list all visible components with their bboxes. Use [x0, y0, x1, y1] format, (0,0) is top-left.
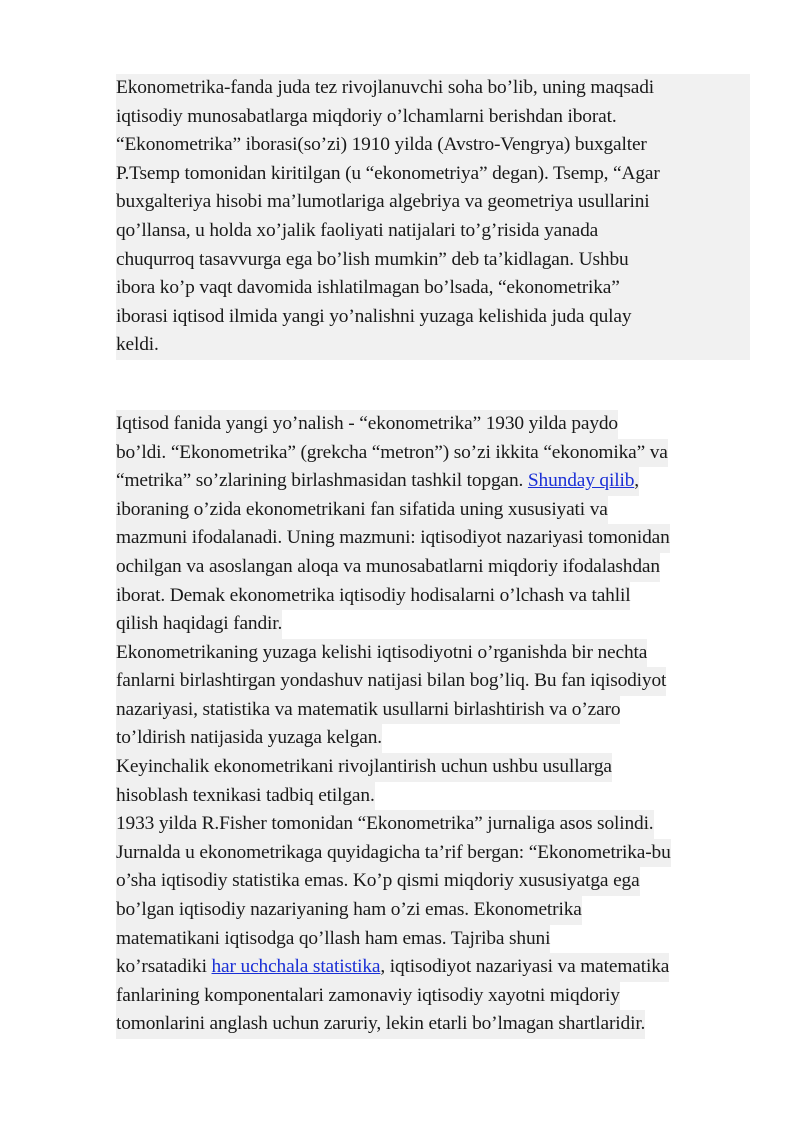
text-line: keldi.: [116, 334, 159, 356]
text-line: [116, 925, 746, 954]
text-line-content: bo’lgan iqtisodiy nazariyaning ham o’zi emas. Ekonometrika: [116, 896, 582, 925]
text-line-content: Jurnalda u ekonometrikaga quyidagicha ta’rif bergan: “Ekonometrika-bu: [116, 839, 671, 868]
text-line-content: ochilgan va asoslangan aloqa va munosabatlarni miqdoriy ifodalashdan: [116, 553, 660, 582]
text-line: [116, 1010, 746, 1039]
text-line-content: bo’ldi. “Ekonometrika” (grekcha “metron”) so’zi ikkita “ekonomika” va: [116, 439, 668, 468]
text-line: [116, 896, 746, 925]
har-uchchala-statistika-link[interactable]: har uchchala statistika: [211, 956, 381, 978]
text-line-content: iborat. Demak ekonometrika iqtisodiy hodisalarni o’lchash va tahlil: [116, 582, 630, 611]
text-line: chuqurroq tasavvurga ega bo’lish mumkin” deb ta’kidlagan. Ushbu: [116, 248, 629, 270]
text-line: [116, 810, 746, 839]
text-line: “Ekonometrika” iborasi(so’zi) 1910 yilda (Avstro-Vengrya) buxgalter: [116, 134, 647, 156]
paragraph-intro: [116, 74, 750, 360]
text-line-content: matematikani iqtisodga qo’llash ham emas. Tajriba shuni: [116, 925, 550, 954]
text-line-content: 1933 yilda R.Fisher tomonidan “Ekonometrika” jurnaliga asos solindi.: [116, 810, 654, 839]
text-line: [116, 610, 746, 639]
text-line: iborasi iqtisod ilmida yangi yo’nalishni yuzaga kelishida juda qulay: [116, 305, 632, 327]
text-line: [116, 639, 746, 668]
text-line: iqtisodiy munosabatlarga miqdoriy o’lchamlarni berishdan iborat.: [116, 105, 617, 127]
text-line: P.Tsemp tomonidan kiritilgan (u “ekonometriya” degan). Tsemp, “Agar: [116, 162, 660, 184]
text-line-content: [116, 953, 669, 982]
text-line: ibora ko’p vaqt davomida ishlatilmagan bo’lsada, “ekonometrika”: [116, 277, 620, 299]
text-line: [116, 410, 746, 439]
text-line: [116, 439, 746, 468]
text-line: [116, 782, 746, 811]
text-line-content: to’ldirish natijasida yuzaga kelgan.: [116, 724, 382, 753]
text-line: [116, 753, 746, 782]
text-line: [116, 724, 746, 753]
text-line: Ekonometrika-fanda juda tez rivojlanuvchi soha bo’lib, uning maqsadi: [116, 77, 654, 98]
text-line: [116, 496, 746, 525]
text-line: [116, 553, 746, 582]
text-fragment: , iqtisodiyot nazariyasi va matematika: [380, 956, 670, 978]
text-line: [116, 582, 746, 611]
text-line: buxgalteriya hisobi ma’lumotlariga algebriya va geometriya usullarini: [116, 191, 650, 213]
text-line-content: tomonlarini anglash uchun zaruriy, lekin etarli bo’lmagan shartlaridir.: [116, 1010, 645, 1039]
text-line-content: [116, 467, 639, 496]
text-line-content: hisoblash texnikasi tadbiq etilgan.: [116, 782, 375, 811]
text-line-content: iboraning o’zida ekonometrikani fan sifatida uning xususiyati va: [116, 496, 608, 525]
paragraph-spacer: [116, 360, 746, 410]
text-line-content: fanlarining komponentalari zamonaviy iqtisodiy xayotni miqdoriy: [116, 982, 620, 1011]
text-line: [116, 867, 746, 896]
shunday-qilib-link[interactable]: Shunday qilib: [527, 470, 635, 492]
text-line-content: Keyinchalik ekonometrikani rivojlantirish uchun ushbu usullarga: [116, 753, 612, 782]
paragraph-main: [116, 410, 746, 1039]
text-line: [116, 839, 746, 868]
text-line-content: Ekonometrikaning yuzaga kelishi iqtisodiyotni o’rganishda bir nechta: [116, 639, 647, 668]
document-body: [116, 74, 746, 1039]
text-fragment: “metrika” so’zlarining birlashmasidan tashkil topgan.: [116, 470, 528, 492]
text-line: [116, 524, 746, 553]
text-fragment: ,: [634, 470, 639, 492]
text-line-content: mazmuni ifodalanadi. Uning mazmuni: iqtisodiyot nazariyasi tomonidan: [116, 524, 670, 553]
text-line: [116, 696, 746, 725]
text-line-content: Iqtisod fanida yangi yo’nalish - “ekonometrika” 1930 yilda paydo: [116, 410, 618, 439]
text-line: qo’llansa, u holda xo’jalik faoliyati natijalari to’g’risida yanada: [116, 219, 599, 241]
text-line: [116, 667, 746, 696]
text-line: [116, 953, 746, 982]
text-fragment: ko’rsatadiki: [116, 956, 212, 978]
text-line: [116, 982, 746, 1011]
text-line-content: qilish haqidagi fandir.: [116, 610, 282, 639]
text-line: [116, 467, 746, 496]
text-line-content: fanlarni birlashtirgan yondashuv natijasi bilan bog’liq. Bu fan iqisodiyot: [116, 667, 666, 696]
text-line-content: nazariyasi, statistika va matematik usullarni birlashtirish va o’zaro: [116, 696, 620, 725]
text-line-content: o’sha iqtisodiy statistika emas. Ko’p qismi miqdoriy xususiyatga ega: [116, 867, 640, 896]
